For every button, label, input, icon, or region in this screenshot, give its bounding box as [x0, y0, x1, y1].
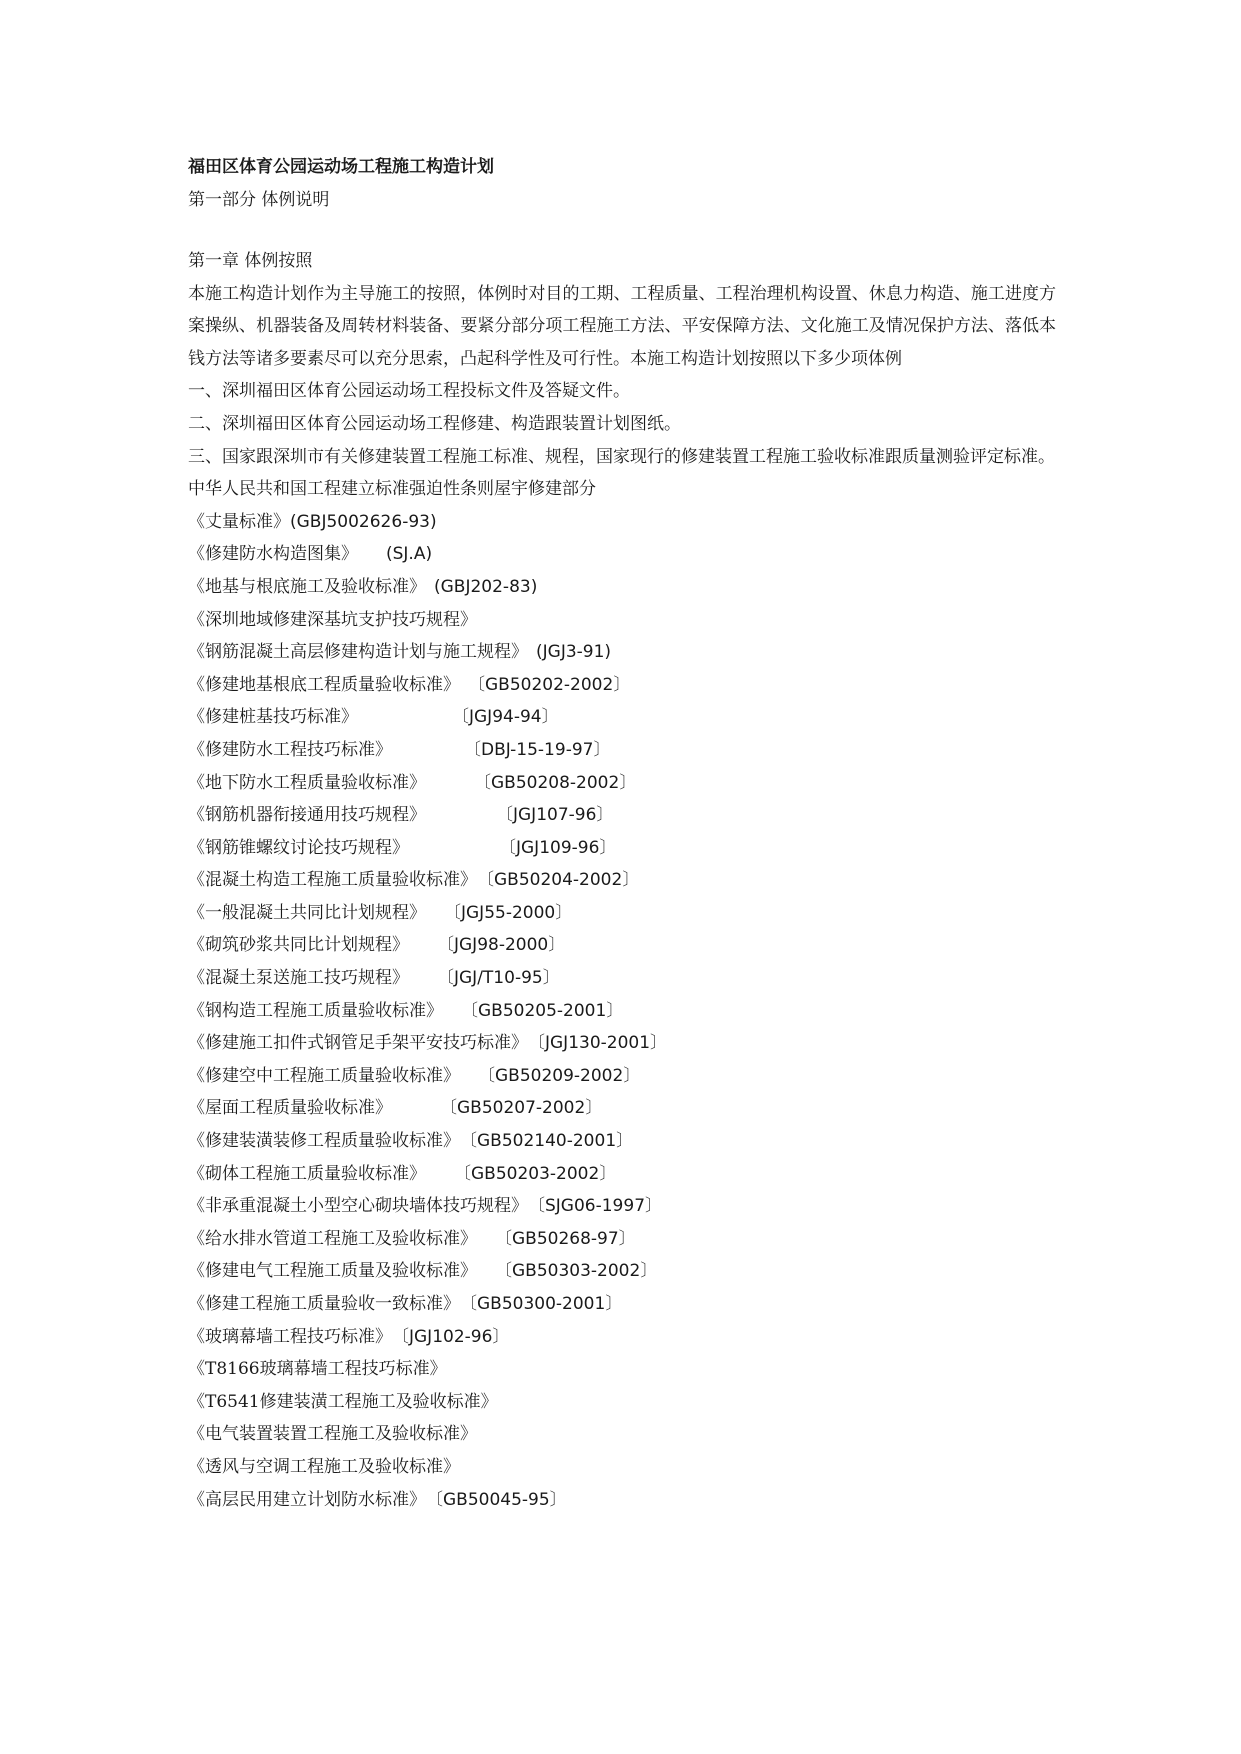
basis-item-3: 三、国家跟深圳市有关修建装置工程施工标准、规程，国家现行的修建装置工程施工验收标准跟质量测验评定标准。 — [188, 446, 1055, 467]
standard-name: 《钢筋机器衔接通用技巧规程》 — [188, 805, 426, 826]
standard-name: 《砌筑砂浆共同比计划规程》 — [188, 935, 409, 956]
standard-name: 《地下防水工程质量验收标准》 — [188, 772, 426, 793]
standard-code: (JGJ3-91) — [536, 642, 612, 663]
standard-row — [188, 767, 1068, 800]
standard-code: 〔SJG06-1997〕 — [528, 1196, 663, 1217]
chapter-heading: 第一章 体例按照 — [188, 251, 313, 271]
standard-row — [188, 538, 1068, 571]
standard-row — [188, 506, 1068, 539]
standard-code: 〔JGJ130-2001〕 — [528, 1033, 668, 1054]
intro-paragraph: 本施工构造计划作为主导施工的按照，体例时对目的工期、工程质量、工程治理机构设置、休息力构造、施工进度方案操纵、机器装备及周转材料装备、要紧分部分项工程施工方法、平安保障方法、文化施工及情况保护方法、落低本钱方法等诸多要素尽可以充分思索，凸起科学性及可行性。本施工构造计划按照以下多少项体例 — [188, 283, 1056, 369]
standard-code: 〔JGJ94-94〕 — [452, 707, 559, 728]
standard-name: 《钢筋混凝土高层修建构造计划与施工规程》 — [188, 642, 528, 663]
standard-row — [188, 701, 1068, 734]
standard-name: 《修建电气工程施工质量及验收标准》 — [188, 1261, 477, 1282]
standard-row — [188, 1451, 1068, 1484]
standard-name: 《高层民用建立计划防水标准》 — [188, 1489, 426, 1510]
standard-name: 《丈量标准》 — [188, 511, 290, 532]
standard-name: 《修建防水构造图集》 — [188, 544, 358, 565]
standard-row — [188, 1027, 1068, 1060]
standard-name: 《T8166玻璃幕墙工程技巧标准》 — [188, 1359, 447, 1380]
standard-name: 《修建防水工程技巧标准》 — [188, 739, 392, 760]
standard-row — [188, 1125, 1068, 1158]
standard-row — [188, 1158, 1068, 1191]
standard-name: 《玻璃幕墙工程技巧标准》 — [188, 1326, 392, 1347]
standard-name: 《屋面工程质量验收标准》 — [188, 1098, 392, 1119]
standard-row — [188, 1190, 1068, 1223]
standard-row — [188, 1255, 1068, 1288]
standard-code: 〔GB50268-97〕 — [495, 1228, 636, 1249]
standard-code: 〔GB50207-2002〕 — [440, 1098, 603, 1119]
standard-row — [188, 995, 1068, 1028]
standard-code: 〔GB502140-2001〕 — [460, 1131, 634, 1152]
standard-name: 《修建施工扣件式钢管足手架平安技巧标准》 — [188, 1033, 528, 1054]
standard-name: 《钢筋锥螺纹讨论技巧规程》 — [188, 837, 409, 858]
standard-row — [188, 799, 1068, 832]
standard-row — [188, 1092, 1068, 1125]
standard-code: 〔GB50300-2001〕 — [460, 1294, 623, 1314]
standard-code: 〔GB50209-2002〕 — [478, 1065, 641, 1086]
standard-row — [188, 962, 1068, 995]
standard-code: (SJ.A) — [386, 544, 433, 565]
standard-row — [188, 832, 1068, 865]
standard-name: 《砌体工程施工质量验收标准》 — [188, 1163, 426, 1184]
standard-name: 《修建空中工程施工质量验收标准》 — [188, 1065, 460, 1086]
standard-name: 《一般混凝土共同比计划规程》 — [188, 902, 426, 923]
standard-code: 〔GB50202-2002〕 — [468, 674, 631, 695]
standards-intro: 中华人民共和国工程建立标准强迫性条则屋宇修建部分 — [188, 479, 596, 500]
standard-row — [188, 864, 1068, 897]
standard-name: 《电气装置装置工程施工及验收标准》 — [188, 1424, 477, 1445]
standard-code: 〔GB50208-2002〕 — [474, 772, 637, 793]
standard-code: 〔DBJ-15-19-97〕 — [464, 739, 611, 760]
document-title: 福田区体育公园运动场工程施工构造计划 — [188, 157, 494, 177]
standard-code: 〔GB50205-2001〕 — [461, 1000, 624, 1021]
standard-row — [188, 1484, 1068, 1517]
standard-row — [188, 897, 1068, 930]
standard-code: 〔GB50203-2002〕 — [454, 1163, 617, 1184]
standard-code: 〔GB50204-2002〕 — [477, 870, 640, 891]
standard-row — [188, 1353, 1068, 1386]
standard-name: 《地基与根底施工及验收标准》 — [188, 576, 426, 597]
standard-row — [188, 734, 1068, 767]
standard-name: 《修建地基根底工程质量验收标准》 — [188, 674, 460, 695]
standard-name: 《混凝土泵送施工技巧规程》 — [188, 968, 409, 989]
standard-row — [188, 1418, 1068, 1451]
standards-list — [188, 506, 1068, 1516]
spacer — [188, 217, 1068, 245]
standard-code: 〔GB50045-95〕 — [426, 1489, 567, 1510]
basis-item-2: 二、深圳福田区体育公园运动场工程修建、构造跟装置计划图纸。 — [188, 413, 681, 434]
standard-code: 〔GB50303-2002〕 — [495, 1261, 658, 1282]
standard-name: 《修建桩基技巧标准》 — [188, 707, 358, 728]
standard-row — [188, 1060, 1068, 1093]
standard-name: 《给水排水管道工程施工及验收标准》 — [188, 1228, 477, 1249]
standard-code: 〔JGJ107-96〕 — [496, 805, 614, 826]
standard-name: 《T6541修建装潢工程施工及验收标准》 — [188, 1391, 498, 1412]
document-page — [188, 151, 1068, 1516]
standard-name: 《修建装潢装修工程质量验收标准》 — [188, 1131, 460, 1152]
standard-name: 《钢构造工程施工质量验收标准》 — [188, 1000, 443, 1021]
standard-name: 《透风与空调工程施工及验收标准》 — [188, 1456, 460, 1477]
standard-row — [188, 604, 1068, 637]
standard-row — [188, 1321, 1068, 1354]
standard-code: 〔JGJ102-96〕 — [392, 1326, 510, 1347]
standard-code: 〔JGJ55-2000〕 — [444, 902, 573, 923]
standard-code: 〔JGJ98-2000〕 — [437, 935, 566, 956]
standard-name: 《非承重混凝土小型空心砌块墙体技巧规程》 — [188, 1196, 528, 1217]
standard-code: (GBJ202-83) — [434, 576, 538, 597]
standard-row — [188, 1386, 1068, 1419]
standard-row — [188, 1288, 1068, 1321]
standard-row — [188, 929, 1068, 962]
standard-row — [188, 636, 1068, 669]
standard-row — [188, 1223, 1068, 1256]
standard-row — [188, 669, 1068, 702]
standard-code: (GBJ5002626-93) — [290, 511, 437, 532]
standard-row — [188, 571, 1068, 604]
standard-code: 〔JGJ/T10-95〕 — [437, 968, 560, 989]
standard-name: 《深圳地域修建深基坑支护技巧规程》 — [188, 609, 477, 630]
basis-item-1: 一、深圳福田区体育公园运动场工程投标文件及答疑文件。 — [188, 381, 630, 402]
standard-name: 《混凝土构造工程施工质量验收标准》 — [188, 870, 477, 891]
part-heading: 第一部分 体例说明 — [188, 190, 330, 210]
standard-code: 〔JGJ109-96〕 — [499, 837, 617, 858]
standard-name: 《修建工程施工质量验收一致标准》 — [188, 1294, 460, 1314]
